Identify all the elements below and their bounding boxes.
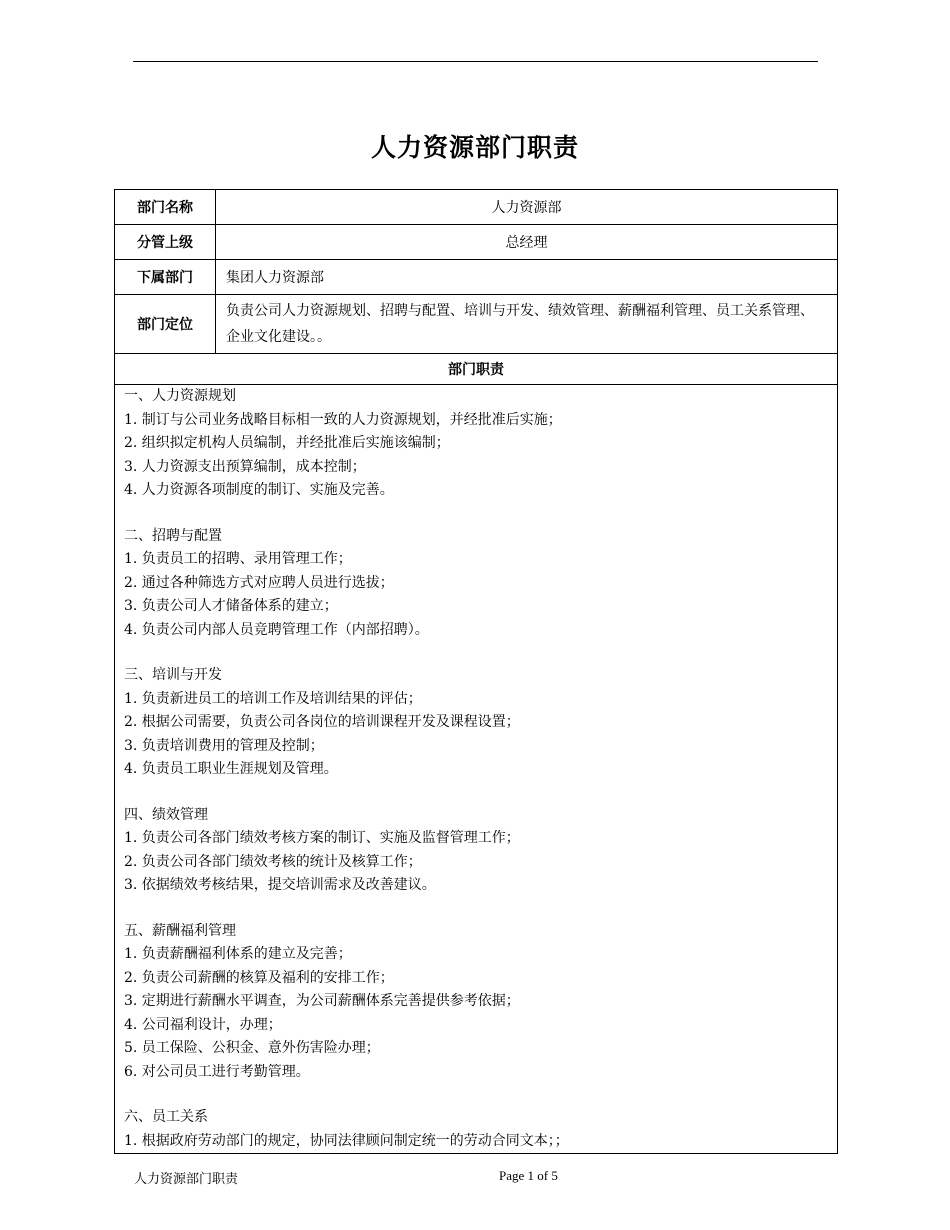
duty-item: 2. 负责公司薪酬的核算及福利的安排工作； — [124, 969, 394, 986]
department-info-table — [114, 189, 838, 1154]
duty-item: 1. 负责新进员工的培训工作及培训结果的评估； — [124, 690, 422, 707]
duty-item: 2. 组织拟定机构人员编制，并经批准后实施该编制； — [124, 435, 450, 451]
dept-name-value: 人力资源部 — [216, 190, 838, 225]
duty-item: 4. 负责员工职业生涯规划及管理。 — [124, 761, 338, 777]
supervisor-label: 分管上级 — [115, 225, 216, 260]
duty-section-recruitment — [124, 525, 837, 643]
duty-item: 3. 依据绩效考核结果，提交培训需求及改善建议。 — [124, 877, 436, 893]
supervisor-value: 总经理 — [216, 225, 838, 260]
duty-item: 1. 负责员工的招聘、录用管理工作； — [124, 551, 352, 567]
subordinate-value: 集团人力资源部 — [216, 260, 838, 295]
duty-item: 1. 制订与公司业务战略目标相一致的人力资源规划，并经批准后实施； — [124, 411, 562, 428]
duties-header-row — [115, 354, 838, 385]
duties-body-row — [115, 385, 838, 1154]
duty-item: 1. 负责薪酬福利体系的建立及完善； — [124, 946, 352, 962]
duty-section-compensation — [124, 920, 837, 1085]
duties-body — [115, 385, 838, 1154]
duty-item: 4. 公司福利设计，办理； — [124, 1016, 282, 1033]
positioning-label: 部门定位 — [115, 295, 216, 354]
subordinate-row — [115, 260, 838, 295]
section-heading: 六、员工关系 — [124, 1109, 208, 1125]
dept-name-row — [115, 190, 838, 225]
subordinate-label: 下属部门 — [115, 260, 216, 295]
section-heading: 二、招聘与配置 — [124, 527, 222, 544]
duty-item: 2. 根据公司需要，负责公司各岗位的培训课程开发及课程设置； — [124, 714, 520, 730]
duty-item: 3. 负责公司人才储备体系的建立； — [124, 598, 338, 614]
duty-item: 4. 人力资源各项制度的制订、实施及完善。 — [124, 482, 394, 498]
duty-item: 5. 员工保险、公积金、意外伤害险办理； — [124, 1040, 380, 1056]
duty-item: 1. 负责公司各部门绩效考核方案的制订、实施及监督管理工作； — [124, 830, 520, 846]
duty-section-training — [124, 664, 837, 782]
duties-header: 部门职责 — [115, 354, 838, 385]
duty-item: 2. 负责公司各部门绩效考核的统计及核算工作； — [124, 853, 422, 870]
positioning-value: 负责公司人力资源规划、招聘与配置、培训与开发、绩效管理、薪酬福利管理、员工关系管理、企业文化建设。。 — [216, 295, 838, 354]
duty-item: 3. 定期进行薪酬水平调查，为公司薪酬体系完善提供参考依据； — [124, 993, 520, 1009]
section-heading: 四、绩效管理 — [124, 806, 208, 823]
duty-item: 3. 负责培训费用的管理及控制； — [124, 737, 324, 754]
duty-item: 2. 通过各种筛选方式对应聘人员进行选拔； — [124, 574, 394, 591]
dept-name-label: 部门名称 — [115, 190, 216, 225]
duty-section-performance — [124, 804, 837, 898]
duty-item: 4. 负责公司内部人员竞聘管理工作（内部招聘）。 — [124, 621, 429, 638]
section-heading: 三、培训与开发 — [124, 667, 222, 683]
footer-page-number: Page 1 of 5 — [499, 1168, 558, 1183]
duty-section-employee-relations — [124, 1106, 837, 1153]
positioning-row — [115, 295, 838, 354]
footer-document-name: 人力资源部门职责 — [134, 1172, 239, 1187]
header-rule — [133, 61, 818, 62]
duty-section-planning — [124, 385, 837, 503]
section-heading: 一、人力资源规划 — [124, 388, 236, 404]
supervisor-row — [115, 225, 838, 260]
document-title: 人力资源部门职责 — [370, 133, 579, 162]
duty-item: 6. 对公司员工进行考勤管理。 — [124, 1063, 310, 1080]
duty-item: 3. 人力资源支出预算编制，成本控制； — [124, 458, 366, 475]
duty-item: 1. 根据政府劳动部门的规定，协同法律顾问制定统一的劳动合同文本；； — [124, 1132, 569, 1149]
section-heading: 五、薪酬福利管理 — [124, 922, 236, 939]
